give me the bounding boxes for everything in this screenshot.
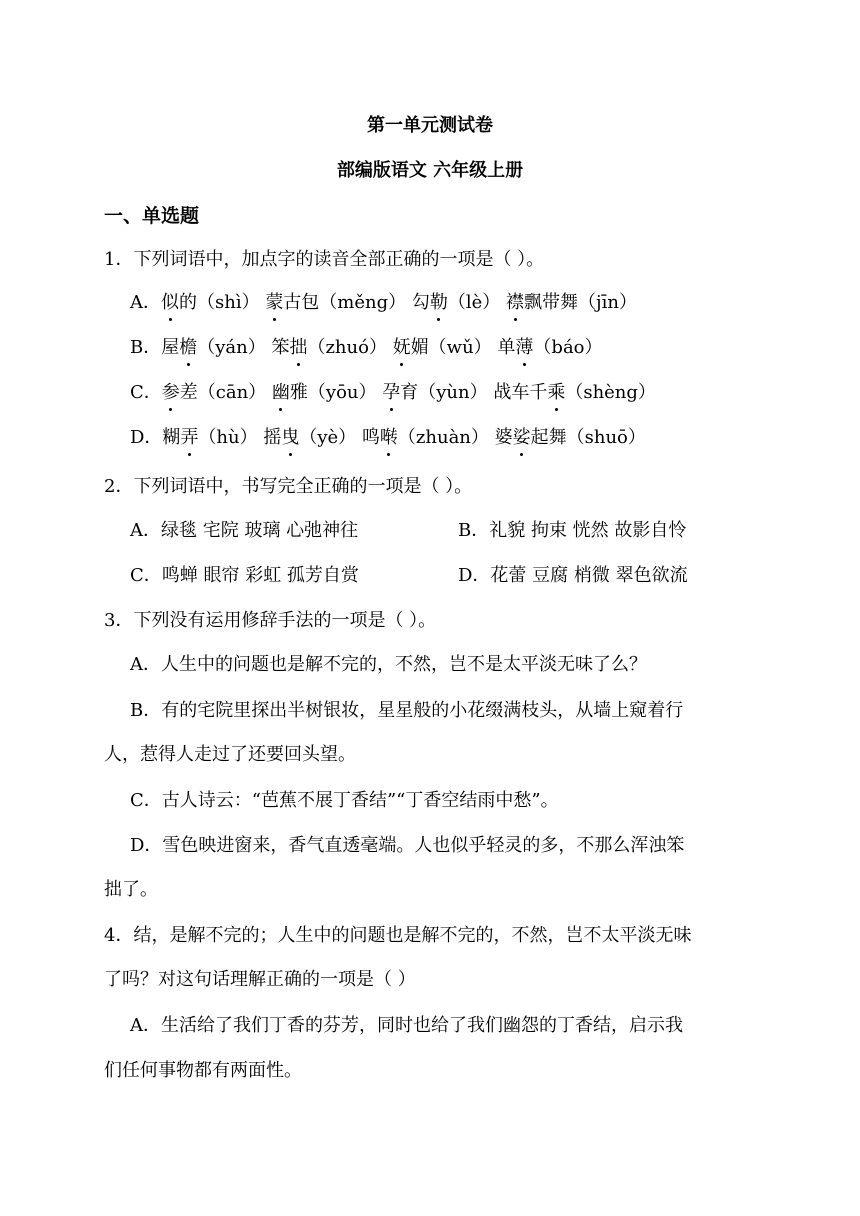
dotted-char: 薄 xyxy=(515,337,534,358)
option-text: 起舞（shuō） xyxy=(530,427,646,448)
dotted-char: 似 xyxy=(161,292,179,313)
question-3-stem: 3．下列没有运用修辞手法的一项是（ ）。 xyxy=(104,610,437,631)
option-text: 的（shì） xyxy=(179,292,266,313)
option-text: （zhuó） xyxy=(307,337,393,358)
question-1-option-d xyxy=(130,426,646,450)
question-2-option-a: A．绿毯 宅院 玻璃 心弛神往 xyxy=(130,520,359,541)
question-3-option-a: A．人生中的问题也是解不完的，不然，岂不是太平淡无味了么？ xyxy=(130,654,647,675)
option-text: B．屋 xyxy=(130,337,180,358)
option-label: A． xyxy=(130,292,161,313)
option-text: 雅（yōu） xyxy=(289,382,383,403)
option-text: 媚（wǔ） 单 xyxy=(410,337,516,358)
dotted-char: 啭 xyxy=(379,427,398,448)
question-4-option-a-line2: 们任何事物都有两面性。 xyxy=(104,1060,302,1081)
dotted-char: 弄 xyxy=(180,427,199,448)
dotted-char: 曳 xyxy=(281,427,300,448)
question-3-option-c: C．古人诗云：“芭蕉不展丁香结”“丁香空结雨中愁”。 xyxy=(130,790,559,811)
option-text: （báo） xyxy=(533,337,603,358)
question-3-option-b-line2: 人，惹得人走过了还要回头望。 xyxy=(104,744,356,765)
page-title: 第一单元测试卷 xyxy=(367,115,493,136)
dotted-char: 拙 xyxy=(289,337,308,358)
question-2-option-c: C．鸣蝉 眼帘 彩虹 孤芳自赏 xyxy=(130,565,359,586)
question-1-stem: 1．下列词语中，加点字的读音全部正确的一项是（ ）。 xyxy=(104,249,545,270)
dotted-char: 幽 xyxy=(271,382,290,403)
option-text: 飘带舞（jīn） xyxy=(524,292,637,313)
question-1-option-c xyxy=(130,381,656,405)
question-1-option-a xyxy=(130,291,637,315)
option-text: （lè） xyxy=(447,292,507,313)
option-text: （shèng） xyxy=(565,382,656,403)
dotted-char: 檐 xyxy=(179,337,198,358)
option-label: C． xyxy=(130,382,162,403)
option-text: 古包（měng） 勾 xyxy=(283,292,430,313)
option-text: （zhuàn） 婆 xyxy=(397,427,513,448)
question-1-option-b xyxy=(130,336,603,360)
question-2-option-b: B．礼貌 拘束 恍然 故影自怜 xyxy=(458,520,687,541)
question-2-stem: 2．下列词语中，书写完全正确的一项是（ ）。 xyxy=(104,476,473,497)
section-heading-single-choice: 一、单选题 xyxy=(104,205,200,227)
question-3-option-d-line1: D．雪色映进窗来，香气直透毫端。人也似乎轻灵的多，不那么浑浊笨 xyxy=(130,835,685,856)
question-3-option-b-line1: B．有的宅院里探出半树银妆，星星般的小花缀满枝头，从墙上窥着行 xyxy=(130,700,684,721)
dotted-char: 勒 xyxy=(429,292,448,313)
dotted-char: 襟 xyxy=(506,292,525,313)
option-text: 差（cān） xyxy=(179,382,272,403)
option-text: （yán） 笨 xyxy=(197,337,290,358)
dotted-char: 蒙 xyxy=(265,292,284,313)
option-text: （yè） 鸣 xyxy=(299,427,380,448)
question-2-option-d: D．花蕾 豆腐 梢微 翠色欲流 xyxy=(458,565,688,586)
question-4-option-a-line1: A．生活给了我们丁香的芬芳，同时也给了我们幽怨的丁香结，启示我 xyxy=(130,1015,683,1036)
dotted-char: 参 xyxy=(161,382,180,403)
dotted-char: 乘 xyxy=(547,382,566,403)
option-text: D．糊 xyxy=(130,427,181,448)
option-text: 育（yùn） 战车千 xyxy=(400,382,548,403)
dotted-char: 娑 xyxy=(512,427,531,448)
question-4-stem-line1: 4．结，是解不完的；人生中的问题也是解不完的，不然，岂不太平淡无味 xyxy=(104,925,692,946)
dotted-char: 妩 xyxy=(392,337,411,358)
option-text: （hù） 摇 xyxy=(198,427,282,448)
dotted-char: 孕 xyxy=(382,382,401,403)
page-subtitle: 部编版语文 六年级上册 xyxy=(336,160,524,181)
question-3-option-d-line2: 拙了。 xyxy=(104,879,158,900)
question-4-stem-line2: 了吗？对这句话理解正确的一项是（ ） xyxy=(104,969,416,990)
